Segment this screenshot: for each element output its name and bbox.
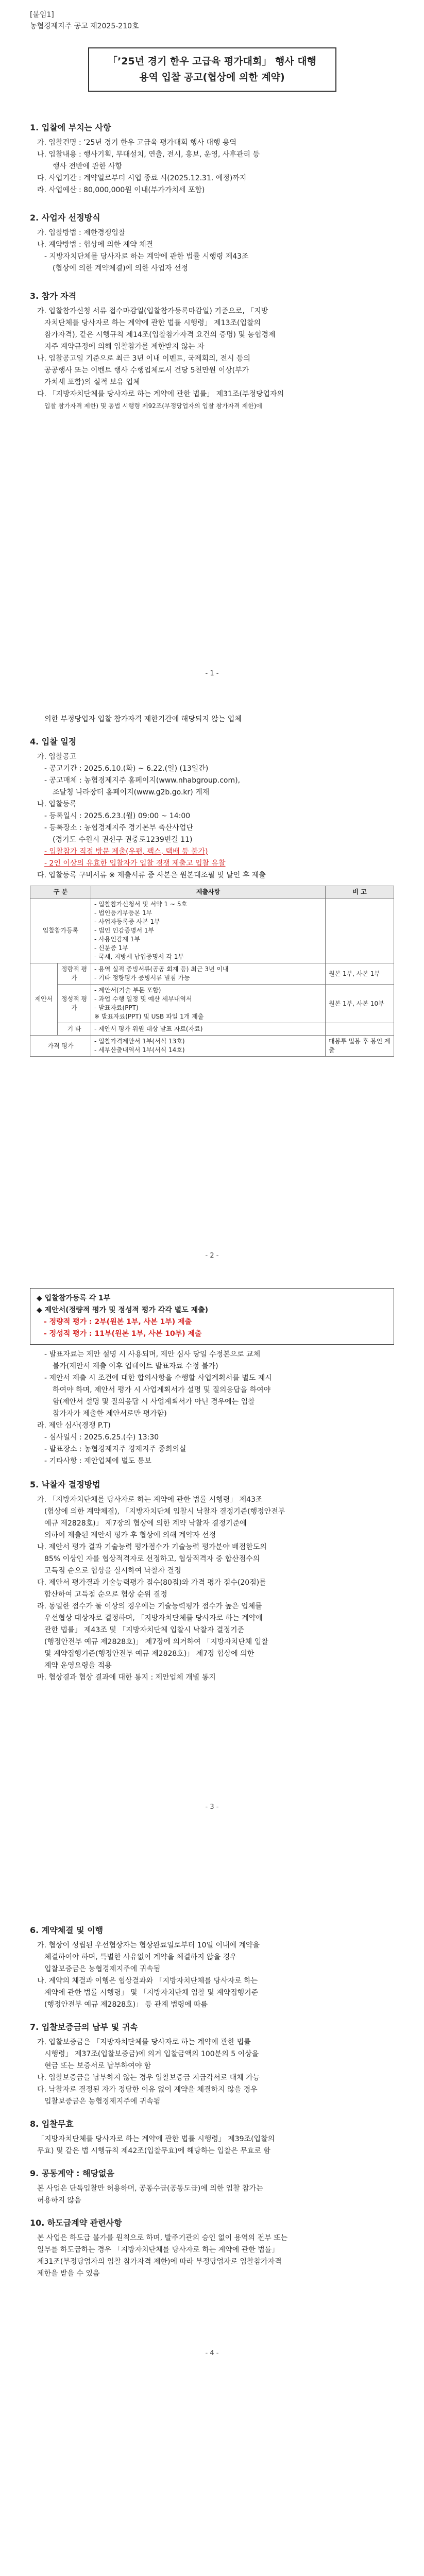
section-line: 지주 계약규정에 의해 입찰참가를 제한받지 않는 자 (44, 343, 205, 351)
section-line: (경기도 수원시 권선구 권중로1239번길 11) (53, 836, 193, 844)
section-line: 가. 「지방자치단체를 당사자로 하는 계약에 관한 법률 시행령」 제43조 (37, 1496, 263, 1504)
submission-table (30, 886, 394, 1057)
page-marker-3: - 3 - (205, 1803, 219, 1811)
section-heading: 10. 하도급계약 관련사항 (30, 2218, 122, 2228)
section-line: (협상에 의한 계약체결), 「지방자치단체 입찰시 낙찰자 결정기준(행정안전부 (44, 1507, 285, 1516)
section-line: 다. 낙찰자로 결정된 자가 정당한 이유 없이 계약을 체결하지 않을 경우 (37, 2086, 258, 2094)
table-item: - 법인등기부등본 1부 (94, 909, 152, 917)
section-line: 자치단체를 당사자로 하는 계약에 관한 법률 시행령」 제13조(입찰의 (44, 319, 261, 327)
notice-line: ◆ 제안서(정량적 평가 및 정성적 평가 각각 별도 제출) (37, 1306, 209, 1314)
table-row (30, 1036, 394, 1057)
section-line: 행사 전반에 관한 사항 (53, 162, 123, 171)
section-heading: 7. 입찰보증금의 납부 및 귀속 (30, 2022, 138, 2032)
section-heading: 2. 사업자 선정방식 (30, 213, 100, 223)
section-line: 허용하지 않음 (37, 2196, 81, 2205)
table-item: - 사용인감계 1부 (94, 936, 141, 943)
section-3 (30, 290, 394, 412)
section-line: - 심사일시 : 2025.6.25.(수) 13:30 (44, 1433, 159, 1442)
section-line: (행정안전부 예규 제2828호)」 제7장에 의거하여 「지방자치단체 입찰 (44, 1638, 268, 1646)
section-heading: 1. 입찰에 부치는 사항 (30, 123, 111, 132)
table-item: - 기타 정량평가 증빙서류 별첨 가능 (94, 974, 190, 981)
section-line: 우선협상 대상자로 결정하며, 「지방자치단체를 당사자로 하는 계약에 (44, 1614, 263, 1622)
section-line: 나. 계약의 체결과 이행은 협상결과와 「지방자치단체를 당사자로 하는 (37, 1977, 258, 1985)
table-cell (91, 899, 326, 963)
section-line: 가. 입찰참가신청 서류 접수마감일(입찰참가등록마감일) 기준으로, 「지방 (37, 307, 268, 315)
section-line: 현금 또는 보증서로 납부하여야 함 (44, 2062, 151, 2070)
section-line: 의하여 제출된 제안서 평가 후 협상에 의해 계약자 선정 (44, 1531, 216, 1539)
table-row (30, 963, 394, 985)
notice-line: ◆ 입찰참가등록 각 1부 (37, 1294, 111, 1302)
section-line: 다. 제안서 평가결과 기술능력평가 점수(80점)와 가격 평가 점수(20점)를 (37, 1579, 266, 1587)
table-cell: 대봉투 밀봉 후 봉인 제출 (326, 1036, 394, 1057)
section-line: - 등록일시 : 2025.6.23.(월) 09:00 ~ 14:00 (44, 812, 191, 820)
page-marker-2: - 2 - (205, 1252, 219, 1260)
section-line: 본 사업은 하도급 불가를 원칙으로 하며, 발주기관의 승인 없이 용역의 전부 또는 (37, 2234, 288, 2242)
section-line: 계약 운영요령을 적용 (44, 1662, 112, 1670)
section-line: 함(제안서 설명 및 질의응답 시 사업계획서가 아닌 경우에는 입찰 (53, 1398, 255, 1406)
section-line: 나. 입찰내용 : 행사기획, 무대설치, 연출, 전시, 홍보, 운영, 사후관리 등 (37, 150, 260, 159)
attachment-label: [붙임1] (30, 11, 54, 19)
section-heading: 5. 낙찰자 결정방법 (30, 1480, 100, 1489)
notice-line: - 정량적 평가 : 2부(원본 1부, 사본 1부) 제출 (44, 1318, 192, 1326)
section-line: 불가(제안서 제출 이후 업데이트 발표자료 수정 불가) (53, 1362, 218, 1370)
table-item: - 제안서 평가 위원 대상 발표 자료(자료) (94, 1025, 203, 1032)
section-line: - 공고매체 : 농협경제지주 홈페이지(www.nhabgroup.com), (44, 776, 241, 785)
section-line: 본 사업은 단독입찰만 허용하며, 공동수급(공동도급)에 의한 입찰 참가는 (37, 2184, 263, 2193)
table-cell (91, 1036, 326, 1057)
section-line: - 기타사항 : 제안업체에 별도 통보 (44, 1457, 151, 1465)
table-item: - 용역 실적 증빙서류(공공 회계 등) 최근 3년 이내 (94, 965, 229, 973)
page-marker-4: - 4 - (205, 2349, 219, 2357)
table-cell: 원본 1부, 사본 1부 (326, 963, 394, 985)
section-line: 예규 제2828호)」 제7장의 협상에 의한 계약 낙찰자 결정기준에 (44, 1519, 247, 1528)
table-row (30, 899, 394, 963)
section-line: 가. 입찰방법 : 제한경쟁입찰 (37, 229, 126, 237)
section-line: 합산하여 고득점 순으로 협상 순위 결정 (44, 1590, 167, 1599)
table-row (30, 1023, 394, 1036)
section-line: - 지방자치단체를 당사자로 하는 계약에 관한 법률 시행령 제43조 (44, 252, 249, 261)
table-cell: 정성적 평가 (58, 985, 91, 1023)
table-header: 제출사항 (91, 886, 326, 899)
table-cell: 기 타 (58, 1023, 91, 1036)
section-7 (30, 2021, 394, 2108)
section-line: - 2인 이상의 유효한 입찰자가 입찰 경쟁 제출고 입찰 유찰 (44, 859, 226, 868)
section-line: 다. 「지방자치단체를 당사자로 하는 계약에 관한 법률」 제31조(부정당업자의 (37, 390, 284, 398)
section-line: 조달청 나라장터 홈페이지(www.g2b.go.kr) 게재 (53, 788, 210, 796)
section-line: 라. 사업예산 : 80,000,000원 이내(부가가치세 포함) (37, 186, 205, 194)
section-6 (30, 1924, 394, 2011)
table-header: 구 분 (30, 886, 91, 899)
table-cell (326, 899, 394, 963)
section-line: (협상에 의한 계약체결)에 의한 사업자 선정 (53, 264, 189, 273)
table-cell: 원본 1부, 사본 10부 (326, 985, 394, 1023)
section-line: 나. 계약방법 : 협상에 의한 계약 체결 (37, 241, 154, 249)
section-line: - 발표장소 : 농협경제지주 경제지주 종회의실 (44, 1445, 186, 1453)
section-2 (30, 212, 394, 275)
table-cell: 가격 평가 (30, 1036, 91, 1057)
section-5 (30, 1479, 394, 1684)
section-line: (행정안전부 예규 제2828호)」 등 관계 법령에 따름 (44, 2001, 208, 2009)
notice-line: - 정성적 평가 : 11부(원본 1부, 사본 10부) 제출 (44, 1330, 202, 1338)
section-line: 입찰보증금은 농협경제지주에 귀속됨 (44, 1965, 161, 1973)
section-10 (30, 2217, 394, 2280)
section-line: 가. 입찰보증금은 「지방자치단체를 당사자로 하는 계약에 관한 법률 (37, 2038, 251, 2046)
section-line: 참가자가 제출한 제안서로만 평가함) (53, 1410, 167, 1418)
section-line: 계약에 관한 법률 시행령」 및 「지방자치단체 입찰 및 계약집행기준 (44, 1989, 259, 1997)
table-item: - 입찰가격제안서 1부(서식 13호) (94, 1038, 185, 1045)
section-line: 가. 협상이 성립된 우선협상자는 협상완료일로부터 10일 이내에 계약을 (37, 1941, 260, 1950)
section-line: 마. 협상결과 협상 결과에 대한 통지 : 제안업체 개별 통지 (37, 1673, 216, 1682)
table-row (30, 985, 394, 1023)
section-line: 「지방자치단체를 당사자로 하는 계약에 관한 법률 시행령」 제39조(입찰의 (37, 2135, 275, 2143)
section-line: 라. 동일한 점수가 둘 이상의 경우에는 기술능력평가 점수가 높은 업체를 (37, 1602, 262, 1611)
section-line: 일부를 하도급하는 경우 「지방자치단체를 당사자로 하는 계약에 관한 법률」 (37, 2246, 279, 2254)
section-heading: 8. 입찰무효 (30, 2119, 74, 2129)
notice-number: 농협경제지주 공고 제2025-210호 (30, 22, 139, 30)
table-item: - 사업자등록증 사본 1부 (94, 918, 160, 925)
title-line-1: 「’25년 경기 한우 고급육 평가대회」 행사 대행 (107, 56, 316, 67)
section-line: 가치세 포함)의 실적 보유 업체 (44, 378, 140, 386)
section-line: 라. 제안 심사(경쟁 P.T) (37, 1421, 111, 1430)
table-cell: 제안서 (30, 963, 58, 1036)
table-cell (91, 963, 326, 985)
section-line: - 제안서 제출 시 조건에 대한 합의사항을 수행할 사업계획서를 별도 제시 (44, 1374, 272, 1382)
section-line: 가. 입찰건명 : ’25년 경기 한우 고급육 평가대회 행사 대행 용역 (37, 139, 236, 147)
section-line: 가. 입찰공고 (37, 753, 77, 761)
section-line: 다. 입찰등록 구비서류 ※ 제출서류 중 사본은 원본대조필 및 날인 후 제출 (37, 871, 266, 879)
section-line: 의한 부정당업자 입찰 참가자격 제한기간에 해당되지 않는 업체 (44, 715, 242, 723)
section-line: 무효) 및 같은 법 시행규칙 제42조(입찰무효)에 해당하는 입찰은 무효로 함 (37, 2147, 270, 2155)
table-header: 비 고 (326, 886, 394, 899)
section-line: 나. 제안서 평가 결과 기술능력 평가점수가 기술능력 평가분야 배점한도의 (37, 1543, 267, 1551)
section-heading: 9. 공동계약 : 해당없음 (30, 2168, 114, 2178)
section-line: - 공고기간 : 2025.6.10.(화) ~ 6.22.(일) (13일간) (44, 765, 209, 773)
table-cell (91, 1023, 326, 1036)
table-cell (91, 985, 326, 1023)
table-cell: 정량적 평가 (58, 963, 91, 985)
section-line: 및 계약집행기준(행정안전부 예규 제2828호)」 제7장 협상에 의한 (44, 1650, 255, 1658)
section-8 (30, 2118, 394, 2157)
section-line: 하여야 하며, 제안서 평가 시 사업계획서가 설명 및 질의응답을 하여야 (53, 1386, 271, 1394)
section-heading: 6. 계약체결 및 이행 (30, 1925, 104, 1935)
section-line: 나. 입찰공고일 기준으로 최근 3년 이내 이벤트, 국제회의, 전시 등의 (37, 354, 250, 363)
section-line: 입찰보증금은 농협경제지주에 귀속됨 (44, 2097, 161, 2106)
section-line: 관한 법률」 제43조 및 「지방자치단체 입찰시 낙찰자 결정기준 (44, 1626, 245, 1634)
section-line: - 입찰참가 직접 방문 제출(우편, 팩스, 택배 등 불가) (44, 848, 208, 856)
title-line-2: 용역 입찰 공고(협상에 의한 계약) (139, 72, 285, 83)
section-line: 제31조(부정당업자의 입찰 참가자격 제한)에 따라 부정당업자로 입찰참가자격 (37, 2258, 282, 2266)
section-4 (30, 736, 394, 1057)
section-line: 참가자격), 같은 시행규칙 제14조(입찰참가자격 요건의 증명) 및 농협경제 (44, 331, 276, 339)
section-line: 공공행사 또는 이벤트 행사 수행업체로서 건당 5천만원 이상(부가 (44, 366, 249, 375)
section-line: 나. 입찰등록 (37, 800, 77, 808)
section-line: 입찰 참가자격 제한) 및 동법 시행령 제92조(부정당업자의 입찰 참가자격 제한)에 (44, 402, 262, 410)
section-line: - 등록장소 : 농협경제지주 경기본부 축산사업단 (44, 824, 193, 832)
table-header-row (30, 886, 394, 899)
table-item: - 과업 수행 일정 및 예산 세부내역서 (94, 995, 192, 1003)
table-item: - 입찰참가신청서 및 서약 1 ~ 5호 (94, 901, 188, 908)
section-line: 고득점 순으로 협상을 실시하여 낙찰자 결정 (44, 1567, 181, 1575)
submission-notice-box (30, 1288, 394, 1345)
section-line: - 발표자료는 제안 설명 시 사용되며, 제안 심사 당일 수정본으로 교체 (44, 1350, 261, 1359)
table-item: - 신분증 1부 (94, 944, 128, 952)
section-line: 다. 사업기간 : 계약일로부터 시업 종료 시(2025.12.31. 예정)까지 (37, 174, 247, 182)
page-1 (0, 9, 424, 412)
table-cell (326, 1023, 394, 1036)
table-item: - 제안서(기술 부문 포함) (94, 987, 161, 994)
section-line: 시행령」 제37조(입찰보증금)에 의거 입찰금액의 100분의 5 이상을 (44, 2050, 259, 2058)
table-cell: 입찰참가등록 (30, 899, 91, 963)
section-line: 나. 입찰보증금을 납부하지 않는 경우 입찰보증금 지급각서로 대체 가능 (37, 2074, 260, 2082)
section-line: 제한을 받을 수 있음 (37, 2269, 100, 2278)
page-1-continued (0, 714, 424, 1057)
page-marker-1: - 1 - (205, 670, 219, 677)
section-1 (30, 122, 394, 196)
section-heading: 3. 참가 자격 (30, 291, 77, 301)
section-9 (30, 2167, 394, 2207)
page-2 (0, 1288, 424, 1684)
section-heading: 4. 입찰 일정 (30, 737, 77, 747)
table-item: - 세부산출내역서 1부(서식 14호) (94, 1046, 185, 1054)
table-item: - 발표자료(PPT) (94, 1004, 139, 1011)
section-line: 체결하여야 하며, 특별한 사유없이 계약을 체결하지 않을 경우 (44, 1953, 237, 1961)
page-title (88, 47, 336, 92)
page-3 (0, 1924, 424, 2280)
section-line: 85% 이상인 자를 협상적격자로 선정하고, 협상적격자 중 합산점수의 (44, 1555, 260, 1563)
table-item: - 국세, 지방세 납입증명서 각 1부 (94, 953, 184, 960)
table-item: - 법인 인감증명서 1부 (94, 927, 155, 934)
table-item: ※ 발표자료(PPT) 및 USB 파일 1개 제출 (94, 1013, 204, 1020)
